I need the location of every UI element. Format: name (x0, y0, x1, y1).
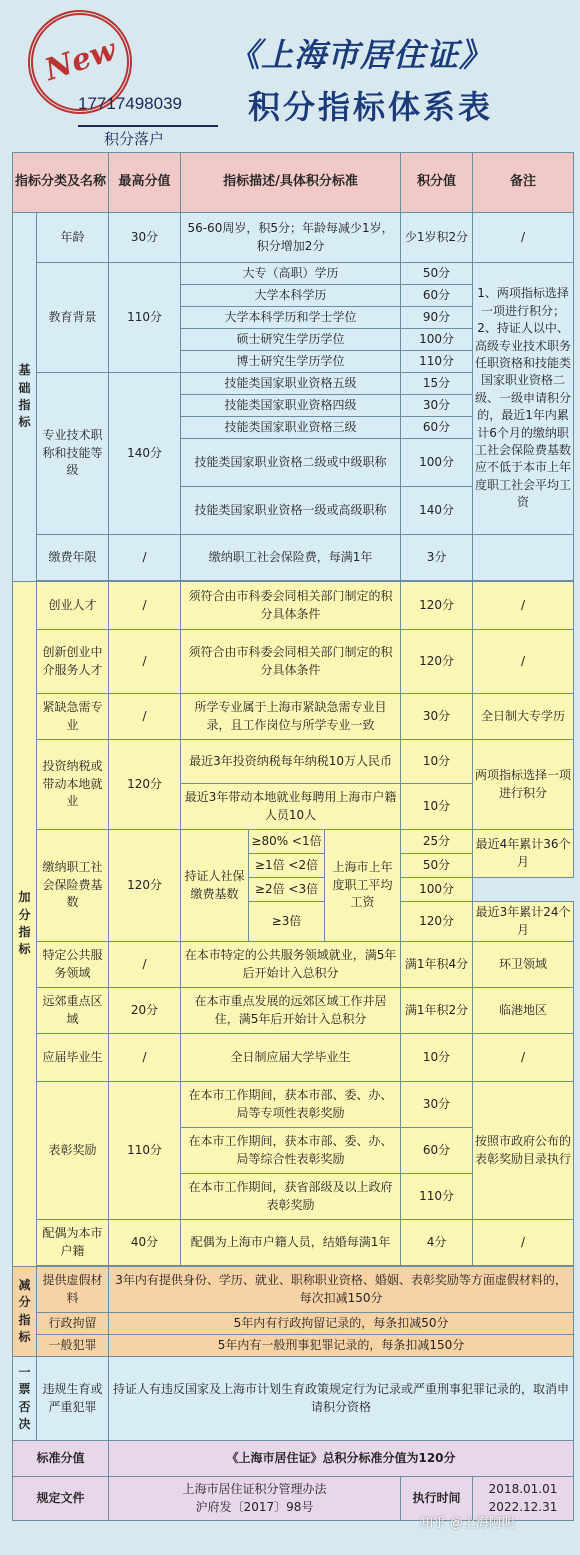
header-score: 积分值 (401, 153, 473, 213)
header-remark: 备注 (473, 153, 574, 213)
table-row (13, 1082, 574, 1128)
row-score: 10分 (401, 784, 473, 830)
row-max: 120分 (109, 740, 181, 830)
row-remark: / (473, 1220, 574, 1266)
row-desc: 技能类国家职业资格四级 (181, 395, 401, 417)
row-desc: 配偶为上海市户籍人员，结婚每满1年 (181, 1220, 401, 1266)
row-max: 120分 (109, 830, 181, 942)
table-row (13, 1313, 574, 1335)
row-name: 教育背景 (37, 263, 109, 373)
row-remark: 环卫领域 (473, 942, 574, 988)
row-remark: 两项指标选择一项进行积分 (473, 740, 574, 830)
row-max: 40分 (109, 1220, 181, 1266)
social-ref: 上海市上年度职工平均工资 (325, 830, 401, 942)
table-row (13, 1357, 574, 1441)
row-desc: 须符合由市科委会同相关部门制定的积分具体条件 (181, 630, 401, 694)
row-remark: 按照市政府公布的表彰奖励目录执行 (473, 1082, 574, 1220)
row-desc: 最近3年带动本地就业每聘用上海市户籍人员10人 (181, 784, 401, 830)
row-desc: 缴纳职工社会保险费，每满1年 (181, 535, 401, 581)
row-desc: 全日制应届大学毕业生 (181, 1034, 401, 1082)
row-remark: / (473, 1034, 574, 1082)
row-score: 140分 (401, 487, 473, 535)
row-desc: 3年内有提供身份、学历、就业、职称职业资格、婚姻、表彰奖励等方面虚假材料的，每次扣减150分 (109, 1267, 574, 1313)
row-desc: 所学专业属于上海市紧缺急需专业目录，且工作岗位与所学专业一致 (181, 694, 401, 740)
group-label-deduct: 减分指标 (13, 1267, 37, 1357)
subtitle-label: 积分落户 (104, 131, 165, 148)
row-max: 30分 (109, 213, 181, 263)
row-desc: 56-60周岁，积5分；年龄每减少1岁，积分增加2分 (181, 213, 401, 263)
table-row (13, 988, 574, 1034)
table-row (13, 1034, 574, 1082)
row-max: 140分 (109, 373, 181, 535)
row-desc: 大专（高职）学历 (181, 263, 401, 285)
row-remark (473, 535, 574, 581)
row-desc: 持证人有违反国家及上海市计划生育政策规定行为记录或严重刑事犯罪记录的，取消申请积分资格 (109, 1357, 574, 1441)
row-desc: 最近3年投资纳税每年纳税10万人民币 (181, 740, 401, 784)
exec-end: 2022.12.31 (488, 1499, 558, 1514)
social-range: ≥80% <1倍 (249, 830, 325, 854)
row-score: 100分 (401, 329, 473, 351)
regulation-doc-name: 上海市居住证积分管理办法 (182, 1482, 327, 1497)
standard-desc: 《上海市居住证》总积分标准分值为120分 (109, 1441, 574, 1477)
table-row (13, 830, 574, 854)
group-label-bonus: 加分指标 (13, 582, 37, 1267)
row-score: 10分 (401, 740, 473, 784)
regulation-doc (109, 1477, 401, 1521)
row-score: 15分 (401, 373, 473, 395)
table-row (13, 694, 574, 740)
row-max: / (109, 694, 181, 740)
row-desc: 大学本科学历和学士学位 (181, 307, 401, 329)
row-score: 3分 (401, 535, 473, 581)
standard-label: 标准分值 (13, 1441, 109, 1477)
row-max: / (109, 630, 181, 694)
row-name: 投资纳税或带动本地就业 (37, 740, 109, 830)
row-name: 创业人才 (37, 582, 109, 630)
row-max: 110分 (109, 1082, 181, 1220)
watermark: 知乎 @上海阿明 (420, 1515, 515, 1530)
row-score: 60分 (401, 417, 473, 439)
row-desc: 5年内有行政拘留记录的，每条扣减50分 (109, 1313, 574, 1335)
page-title-line1: 《上海市居住证》 (228, 36, 493, 74)
row-score: 30分 (401, 395, 473, 417)
row-desc: 须符合由市科委会同相关部门制定的积分具体条件 (181, 582, 401, 630)
row-max: 20分 (109, 988, 181, 1034)
table-row (13, 1441, 574, 1477)
header-category: 指标分类及名称 (13, 153, 109, 213)
row-max: / (109, 582, 181, 630)
header-description: 指标描述/具体积分标准 (181, 153, 401, 213)
row-score: 50分 (401, 854, 473, 878)
group-label-basic: 基础指标 (13, 213, 37, 582)
row-score: 100分 (401, 878, 473, 902)
row-score: 60分 (401, 285, 473, 307)
phone-number: 17717498039 (78, 94, 183, 113)
row-score: 少1岁积2分 (401, 213, 473, 263)
row-score: 10分 (401, 1034, 473, 1082)
group-label-veto: 一票否决 (13, 1357, 37, 1441)
regulation-doc-no: 沪府发〔2017〕98号 (195, 1499, 314, 1514)
row-name: 创新创业中介服务人才 (37, 630, 109, 694)
row-name: 远郊重点区域 (37, 988, 109, 1034)
row-score: 110分 (401, 351, 473, 373)
page-title-line2: 积分指标体系表 (248, 88, 494, 126)
social-range: ≥1倍 <2倍 (249, 854, 325, 878)
row-score: 120分 (401, 582, 473, 630)
row-score: 120分 (401, 630, 473, 694)
row-max: / (109, 942, 181, 988)
row-score: 110分 (401, 1174, 473, 1220)
row-desc: 硕士研究生学历学位 (181, 329, 401, 351)
exec-start: 2018.01.01 (488, 1482, 558, 1497)
table-row (13, 1335, 574, 1357)
header (0, 0, 580, 150)
row-remark: 临港地区 (473, 988, 574, 1034)
row-desc: 在本市工作期间，获省部级及以上政府表彰奖励 (181, 1174, 401, 1220)
row-desc: 大学本科学历 (181, 285, 401, 307)
table-row (13, 740, 574, 784)
row-remark: / (473, 582, 574, 630)
row-desc: 在本市工作期间，获本市部、委、办、局等专项性表彰奖励 (181, 1082, 401, 1128)
points-table (12, 152, 574, 1521)
row-name: 特定公共服务领域 (37, 942, 109, 988)
table-row (13, 582, 574, 630)
row-desc: 技能类国家职业资格五级 (181, 373, 401, 395)
social-range: ≥3倍 (249, 902, 325, 942)
row-score: 满1年积2分 (401, 988, 473, 1034)
row-score: 50分 (401, 263, 473, 285)
row-desc: 博士研究生学历学位 (181, 351, 401, 373)
stamp-text: New (40, 32, 121, 89)
row-desc: 技能类国家职业资格一级或高级职称 (181, 487, 401, 535)
row-max: 110分 (109, 263, 181, 373)
row-max: / (109, 535, 181, 581)
row-name: 年龄 (37, 213, 109, 263)
row-score: 30分 (401, 694, 473, 740)
social-holder: 持证人社保缴费基数 (181, 830, 249, 942)
row-remark: / (473, 213, 574, 263)
row-remark: / (473, 630, 574, 694)
divider (78, 125, 218, 127)
row-desc: 技能类国家职业资格二级或中级职称 (181, 439, 401, 487)
table-row (13, 213, 574, 263)
row-desc: 5年内有一般刑事犯罪记录的，每条扣减150分 (109, 1335, 574, 1357)
row-desc: 在本市特定的公共服务领域就业，满5年后开始计入总积分 (181, 942, 401, 988)
row-score: 90分 (401, 307, 473, 329)
row-name: 配偶为本市户籍 (37, 1220, 109, 1266)
row-name: 缴纳职工社会保险费基数 (37, 830, 109, 942)
row-name: 一般犯罪 (37, 1335, 109, 1357)
row-max: / (109, 1034, 181, 1082)
row-score: 120分 (401, 902, 473, 942)
row-score: 4分 (401, 1220, 473, 1266)
row-remark: 1、两项指标选择一项进行积分；2、持证人以中、高级专业技术职务任职资格和技能类国家职业资格二级、一级申请积分的，最近1年内累计6个月的缴纳职工社会保险费基数应不低于本市上年度职工社会平均工资 (473, 263, 574, 535)
table-row (13, 1267, 574, 1313)
social-range: ≥2倍 <3倍 (249, 878, 325, 902)
row-remark: 最近3年累计24个月 (473, 902, 574, 942)
exec-label: 执行时间 (401, 1477, 473, 1521)
table-row (13, 263, 574, 285)
row-name: 缴费年限 (37, 535, 109, 581)
row-remark: 全日制大专学历 (473, 694, 574, 740)
row-desc: 技能类国家职业资格三级 (181, 417, 401, 439)
row-name: 专业技术职称和技能等级 (37, 373, 109, 535)
table-row (13, 535, 574, 581)
row-score: 25分 (401, 830, 473, 854)
table-row (13, 630, 574, 694)
row-score: 60分 (401, 1128, 473, 1174)
row-score: 100分 (401, 439, 473, 487)
row-name: 应届毕业生 (37, 1034, 109, 1082)
row-desc: 在本市工作期间，获本市部、委、办、局等综合性表彰奖励 (181, 1128, 401, 1174)
table-header-row (13, 153, 574, 213)
row-score: 30分 (401, 1082, 473, 1128)
row-remark: 最近4年累计36个月 (473, 830, 574, 878)
row-name: 行政拘留 (37, 1313, 109, 1335)
regulation-label: 规定文件 (13, 1477, 109, 1521)
row-score: 满1年积4分 (401, 942, 473, 988)
row-name: 提供虚假材料 (37, 1267, 109, 1313)
table-row (13, 1220, 574, 1266)
row-desc: 在本市重点发展的远郊区域工作并居住，满5年后开始计入总积分 (181, 988, 401, 1034)
table-row (13, 942, 574, 988)
row-name: 违规生育或严重犯罪 (37, 1357, 109, 1441)
header-max-score: 最高分值 (109, 153, 181, 213)
row-name: 表彰奖励 (37, 1082, 109, 1220)
row-name: 紧缺急需专业 (37, 694, 109, 740)
